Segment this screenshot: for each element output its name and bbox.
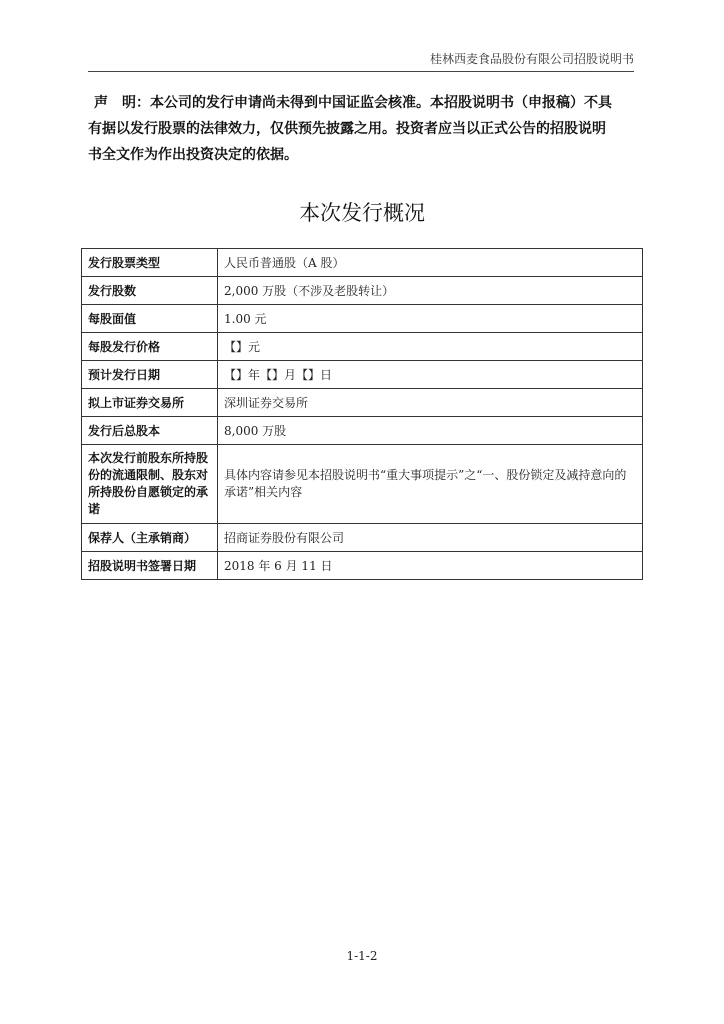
table-row [82,277,643,305]
declaration-line-3: 书全文作为作出投资决定的依据。 [88,147,298,163]
row-label-total-shares: 发行后总股本 [82,417,218,445]
table-row [82,445,643,524]
row-label-lockup: 本次发行前股东所持股份的流通限制、股东对所持股份自愿锁定的承诺 [82,445,218,524]
table-row [82,552,643,580]
table-row [82,333,643,361]
row-value-exchange: 深圳证券交易所 [218,389,643,417]
row-value-par-value: 1.00 元 [218,305,643,333]
page-title: 本次发行概况 [299,201,425,225]
table-row [82,389,643,417]
declaration-paragraph [88,90,636,168]
document-header: 桂林西麦食品股份有限公司招股说明书 [429,52,634,66]
table-row [82,305,643,333]
header-divider [88,71,634,72]
row-value-total-shares: 8,000 万股 [218,417,643,445]
row-value-issue-price: 【】元 [218,333,643,361]
row-label-exchange: 拟上市证券交易所 [82,389,218,417]
row-label-stock-type: 发行股票类型 [82,249,218,277]
row-label-issue-date: 预计发行日期 [82,361,218,389]
row-label-share-count: 发行股数 [82,277,218,305]
offering-summary-table [81,248,643,580]
table-row [82,417,643,445]
row-value-stock-type: 人民币普通股（A 股） [218,249,643,277]
table-row [82,249,643,277]
row-value-sign-date: 2018 年 6 月 11 日 [218,552,643,580]
page-number: 1-1-2 [346,949,378,963]
table-row [82,524,643,552]
row-value-share-count: 2,000 万股（不涉及老股转让） [218,277,643,305]
table-row [82,361,643,389]
row-label-issue-price: 每股发行价格 [82,333,218,361]
row-value-lockup: 具体内容请参见本招股说明书“重大事项提示”之“一、股份锁定及减持意向的承诺”相关内容 [218,445,643,524]
row-label-sponsor: 保荐人（主承销商） [82,524,218,552]
row-value-sponsor: 招商证券股份有限公司 [218,524,643,552]
declaration-line-2: 有据以发行股票的法律效力，仅供预先披露之用。投资者应当以正式公告的招股说明 [88,121,606,137]
row-label-par-value: 每股面值 [82,305,218,333]
row-label-sign-date: 招股说明书签署日期 [82,552,218,580]
declaration-line-1: 声 明：本公司的发行申请尚未得到中国证监会核准。本招股说明书（申报稿）不具 [94,95,612,111]
row-value-issue-date: 【】年【】月【】日 [218,361,643,389]
